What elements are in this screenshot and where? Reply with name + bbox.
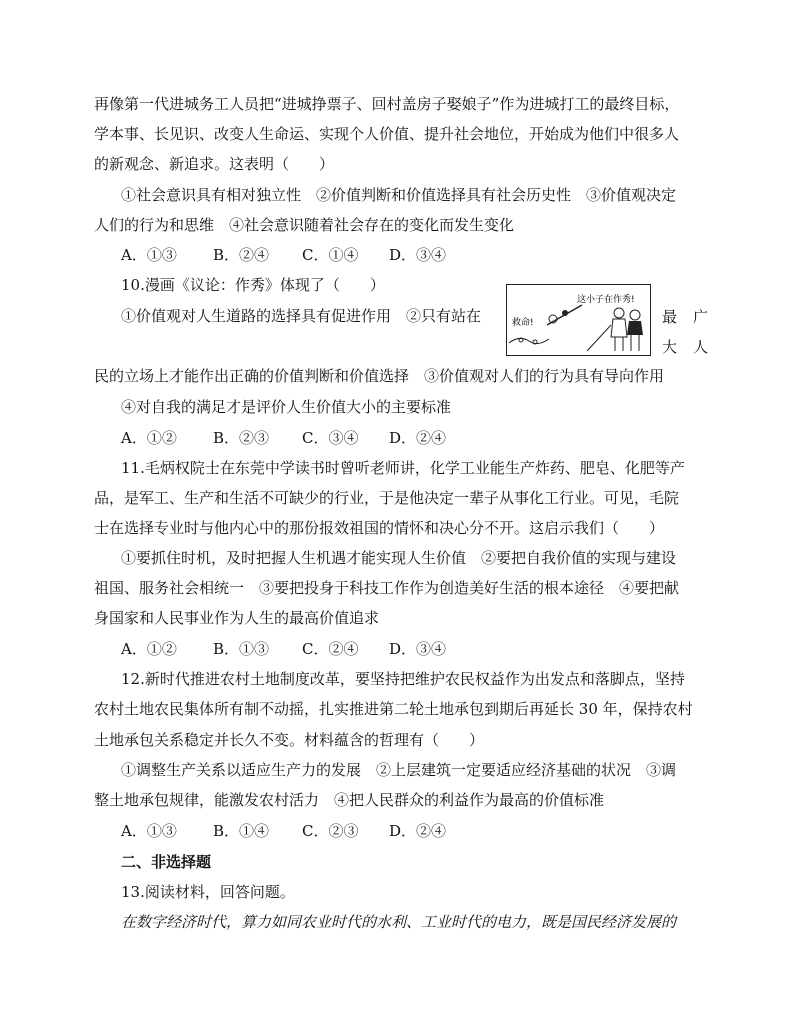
q11-option-a[interactable]: A．①② [121, 640, 177, 658]
q12-option-b[interactable]: B．①④ [213, 822, 270, 840]
cartoon-cry-text: 救命! [512, 318, 534, 328]
q11-option-d[interactable]: D．③④ [389, 640, 447, 658]
q10-statements-line-2: 民的立场上才能作出正确的价值判断和价值选择 ③价值观对人们的行为具有导向作用 [94, 367, 665, 385]
q12-statements-line-2: 整土地承包规律，能激发农村活力 ④把人民群众的利益作为最高的价值标准 [94, 791, 605, 809]
q9-statements-line-1: ①社会意识具有相对独立性 ②价值判断和价值选择具有社会历史性 ③价值观决定 [121, 186, 677, 204]
q11-stem-line-3: 士在选择专业时与他内心中的那份报效祖国的情怀和决心分不开。这启示我们（ ） [94, 519, 665, 537]
q9-option-d[interactable]: D．③④ [389, 246, 447, 264]
q10-option-c[interactable]: C．③④ [302, 429, 359, 447]
q9-option-a[interactable]: A．①③ [121, 246, 177, 264]
q12-option-c[interactable]: C．②③ [302, 822, 359, 840]
cartoon-speech-text: 这小子在作秀! [577, 295, 635, 305]
q10-statements-line-3: ④对自我的满足才是评价人生价值大小的主要标准 [121, 398, 452, 416]
q12-option-a[interactable]: A．①③ [121, 822, 177, 840]
q12-option-d[interactable]: D．②④ [389, 822, 447, 840]
q10-option-d[interactable]: D．②④ [389, 429, 447, 447]
q12-stem-line-3: 土地承包关系稳定并长久不变。材料蕴含的哲理有（ ） [94, 731, 485, 749]
q10-option-b[interactable]: B．②③ [213, 429, 270, 447]
q9-option-c[interactable]: C．①④ [302, 246, 359, 264]
q11-option-c[interactable]: C．②④ [302, 640, 359, 658]
q10-option-a[interactable]: A．①② [121, 429, 177, 447]
q11-stem-line-2: 品，是军工、生产和生活不可缺少的行业，于是他决定一辈子从事化工行业。可见，毛院 [94, 489, 680, 507]
q10-side-text-2: 大人 [662, 338, 725, 356]
q10-side-text-1: 最广 [662, 308, 725, 326]
cartoon-image [506, 284, 651, 356]
section-heading: 二、非选择题 [121, 853, 212, 871]
q9-option-b[interactable]: B．②④ [213, 246, 270, 264]
q12-stem-line-1: 12.新时代推进农村土地制度改革，要坚持把维护农民权益作为出发点和落脚点，坚持 [121, 670, 685, 688]
q9-stem-line-2: 学本事、长见识、改变人生命运、实现个人价值、提升社会地位，开始成为他们中很多人 [94, 125, 680, 143]
q13-material-line-1: 在数字经济时代，算力如同农业时代的水利、工业时代的电力，既是国民经济发展的 [121, 913, 677, 931]
cartoon-drawing [507, 285, 650, 355]
q11-statements-line-2: 祖国、服务社会相统一 ③要把投身于科技工作作为创造美好生活的根本途径 ④要把献 [94, 579, 680, 597]
q11-statements-line-3: 身国家和人民事业作为人生的最高价值追求 [94, 609, 380, 627]
q9-stem-line-1: 再像第一代进城务工人员把“进城挣票子、回村盖房子娶娘子”作为进城打工的最终目标， [94, 95, 680, 113]
q11-option-b[interactable]: B．①③ [213, 640, 270, 658]
q10-stem: 10.漫画《议论：作秀》体现了（ ） [121, 276, 385, 294]
q12-stem-line-2: 农村土地农民集体所有制不动摇，扎实推进第二轮土地承包到期后再延长 30 年，保持农村 [94, 700, 693, 718]
q11-statements-line-1: ①要抓住时机，及时把握人生机遇才能实现人生价值 ②要把自我价值的实现与建设 [121, 549, 677, 567]
q9-stem-line-3: 的新观念、新追求。这表明（ ） [94, 155, 335, 173]
q11-stem-line-1: 11.毛炳权院士在东莞中学读书时曾听老师讲，化学工业能生产炸药、肥皂、化肥等产 [121, 459, 685, 477]
q13-stem: 13.阅读材料，回答问题。 [121, 883, 295, 901]
q12-statements-line-1: ①调整生产关系以适应生产力的发展 ②上层建筑一定要适应经济基础的状况 ③调 [121, 761, 677, 779]
q9-statements-line-2: 人们的行为和思维 ④社会意识随着社会存在的变化而发生变化 [94, 216, 515, 234]
q10-statements-line-1: ①价值观对人生道路的选择具有促进作用 ②只有站在 [121, 307, 482, 325]
